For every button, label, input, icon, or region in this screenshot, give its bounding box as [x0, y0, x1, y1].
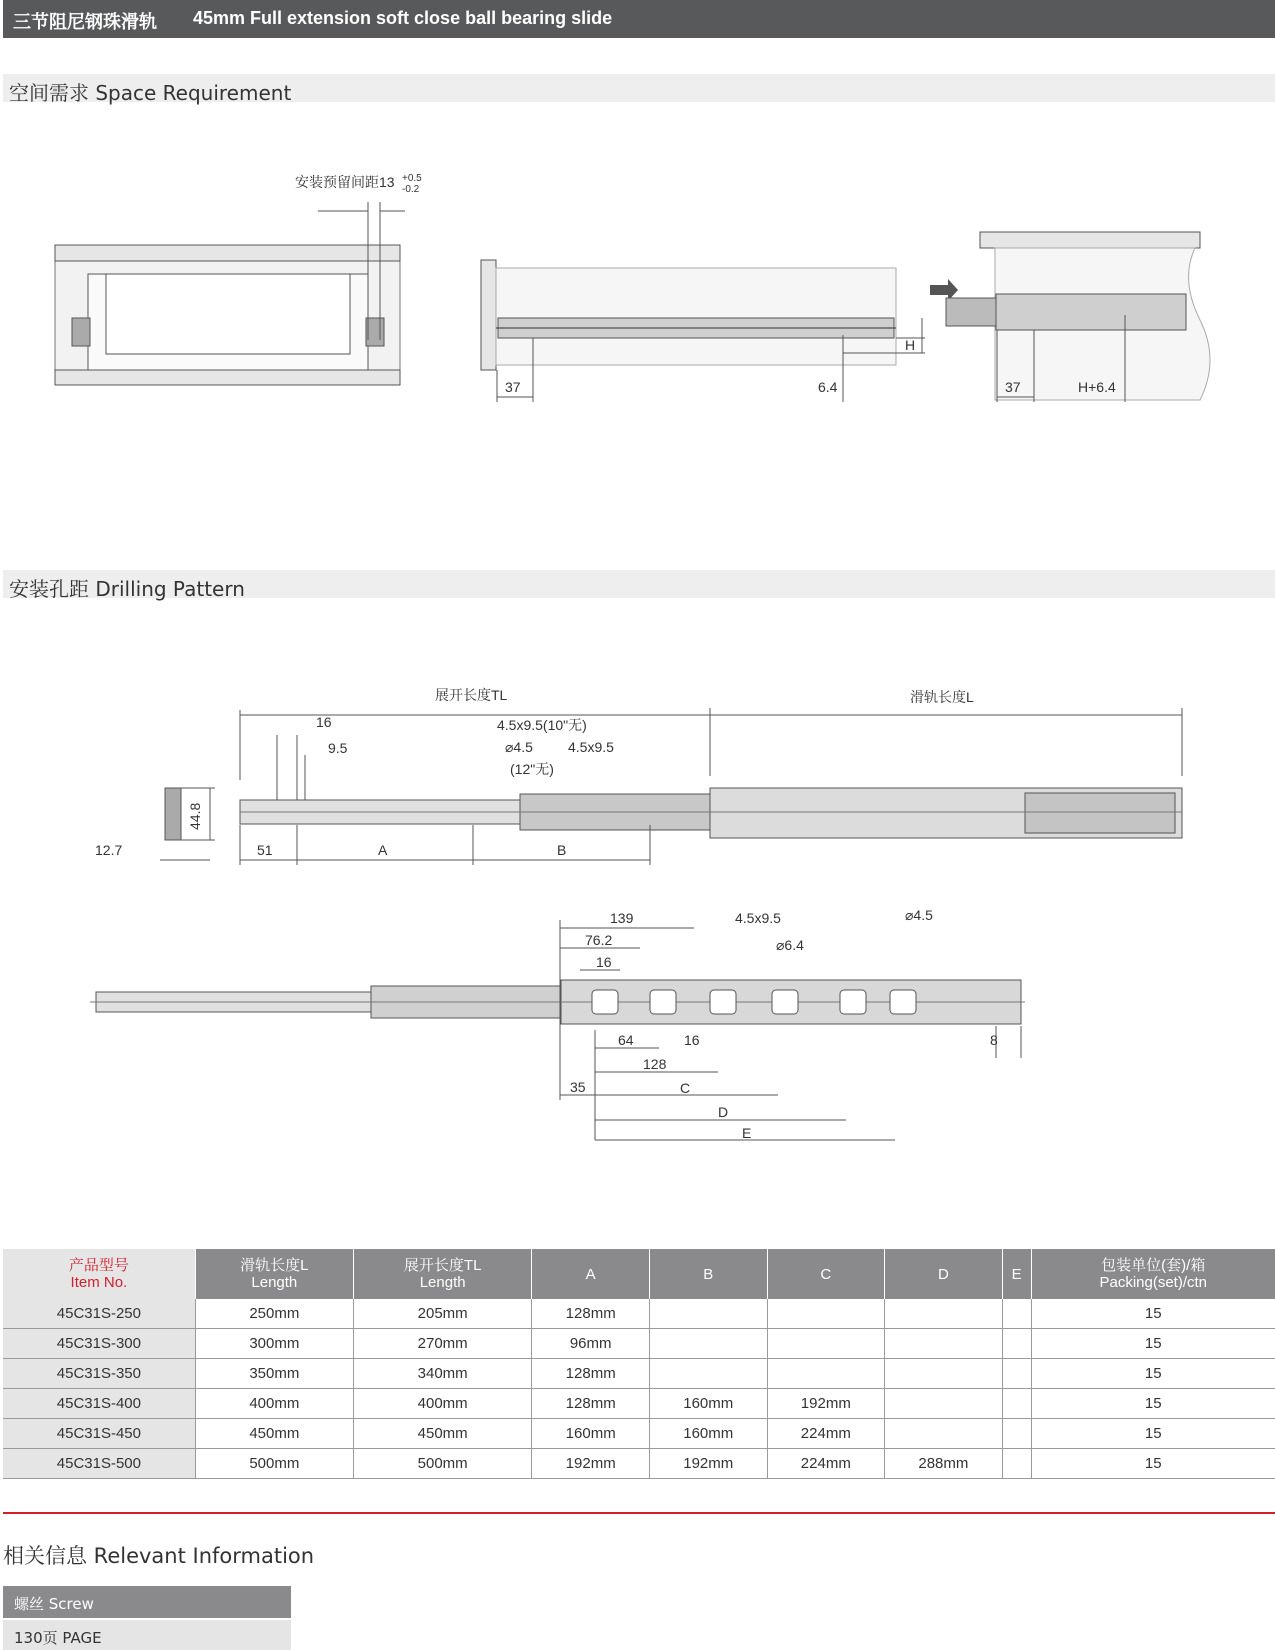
dim-76-2: 76.2: [585, 932, 613, 948]
screw-label: 螺丝 Screw: [14, 1595, 94, 1613]
dim-64: 64: [618, 1032, 634, 1048]
tl-label: 展开长度TL: [435, 687, 508, 703]
table-row: 45C31S-500 500mm 500mm 192mm 192mm 224mm 288mm 15: [3, 1449, 1275, 1479]
dim-139: 139: [610, 910, 634, 926]
dim-D: D: [718, 1104, 729, 1120]
page-label: 130页 PAGE: [14, 1629, 102, 1647]
gap-label: 安装预留间距13: [295, 174, 395, 190]
hole-4-5x9-5-lower: 4.5x9.5: [735, 910, 781, 926]
title-en: 45mm Full extension soft close ball bearing slide: [193, 8, 613, 28]
table-header-row: [3, 1249, 1275, 1299]
dim-35: 35: [570, 1079, 586, 1095]
hole-d6-4: ⌀6.4: [776, 937, 804, 953]
space-requirement-diagram: [0, 170, 1275, 440]
header-tl-length: 展开长度TL Length: [353, 1249, 531, 1299]
title-bar: [3, 0, 1275, 38]
dim-E: E: [742, 1125, 752, 1141]
drilling-pattern-diagram: [0, 680, 1275, 1160]
dim-16-bottom: 16: [684, 1032, 700, 1048]
table-row: 45C31S-400 400mm 400mm 128mm 160mm 192mm 15: [3, 1389, 1275, 1419]
title-cn: 三节阻尼钢珠滑轨: [13, 12, 157, 33]
header-d: D: [885, 1249, 1003, 1299]
screw-link[interactable]: [3, 1586, 291, 1618]
table-row: 45C31S-450 450mm 450mm 160mm 160mm 224mm 15: [3, 1419, 1275, 1449]
table-row: 45C31S-300 300mm 270mm 96mm 15: [3, 1329, 1275, 1359]
hole-d4-5: ⌀4.5: [505, 739, 533, 755]
gap-tol-plus: +0.5: [402, 173, 422, 184]
gap-tol-minus: -0.2: [402, 184, 420, 195]
dim-12-7: 12.7: [95, 842, 123, 858]
hole-4-5x9-5-10: 4.5x9.5(10"无): [497, 717, 587, 733]
spec-table: [3, 1249, 1275, 1479]
header-item-no: 产品型号 Item No.: [3, 1249, 195, 1299]
section-space-requirement: [3, 74, 1275, 105]
table-row: 45C31S-250 250mm 205mm 128mm 15: [3, 1299, 1275, 1329]
dim-6-4: 6.4: [818, 379, 838, 395]
header-a: A: [532, 1249, 650, 1299]
dim-H-plus-6-4: H+6.4: [1078, 379, 1116, 395]
dim-37-front: 37: [505, 379, 521, 395]
dim-128: 128: [643, 1056, 667, 1072]
hole-4-5x9-5: 4.5x9.5: [568, 739, 614, 755]
header-b: B: [649, 1249, 767, 1299]
l-label: 滑轨长度L: [910, 689, 974, 705]
page-reference: [3, 1620, 291, 1650]
section-title: 空间需求 Space Requirement: [9, 81, 292, 105]
dim-37-rear: 37: [1005, 379, 1021, 395]
dim-8: 8: [990, 1032, 998, 1048]
dim-16-lower: 16: [596, 954, 612, 970]
header-length: 滑轨长度L Length: [195, 1249, 353, 1299]
header-c: C: [767, 1249, 885, 1299]
dim-A: A: [378, 842, 388, 858]
section-drilling-pattern: [3, 570, 1275, 601]
dim-H: H: [905, 337, 916, 353]
header-packing: 包装单位(套)/箱 Packing(set)/ctn: [1031, 1249, 1275, 1299]
table-row: 45C31S-350 350mm 340mm 128mm 15: [3, 1359, 1275, 1389]
hole-d4-5-lower: ⌀4.5: [905, 907, 933, 923]
dim-16-top: 16: [316, 714, 332, 730]
divider: [3, 1512, 1275, 1514]
hole-12-none: (12"无): [510, 761, 554, 777]
dim-9-5: 9.5: [328, 740, 348, 756]
header-e: E: [1002, 1249, 1031, 1299]
related-title: 相关信息 Relevant Information: [3, 1544, 315, 1568]
dim-51: 51: [257, 842, 273, 858]
dim-B: B: [557, 842, 567, 858]
section-title: 安装孔距 Drilling Pattern: [9, 577, 245, 601]
dim-44-8: 44.8: [187, 802, 203, 830]
dim-C: C: [680, 1080, 691, 1096]
